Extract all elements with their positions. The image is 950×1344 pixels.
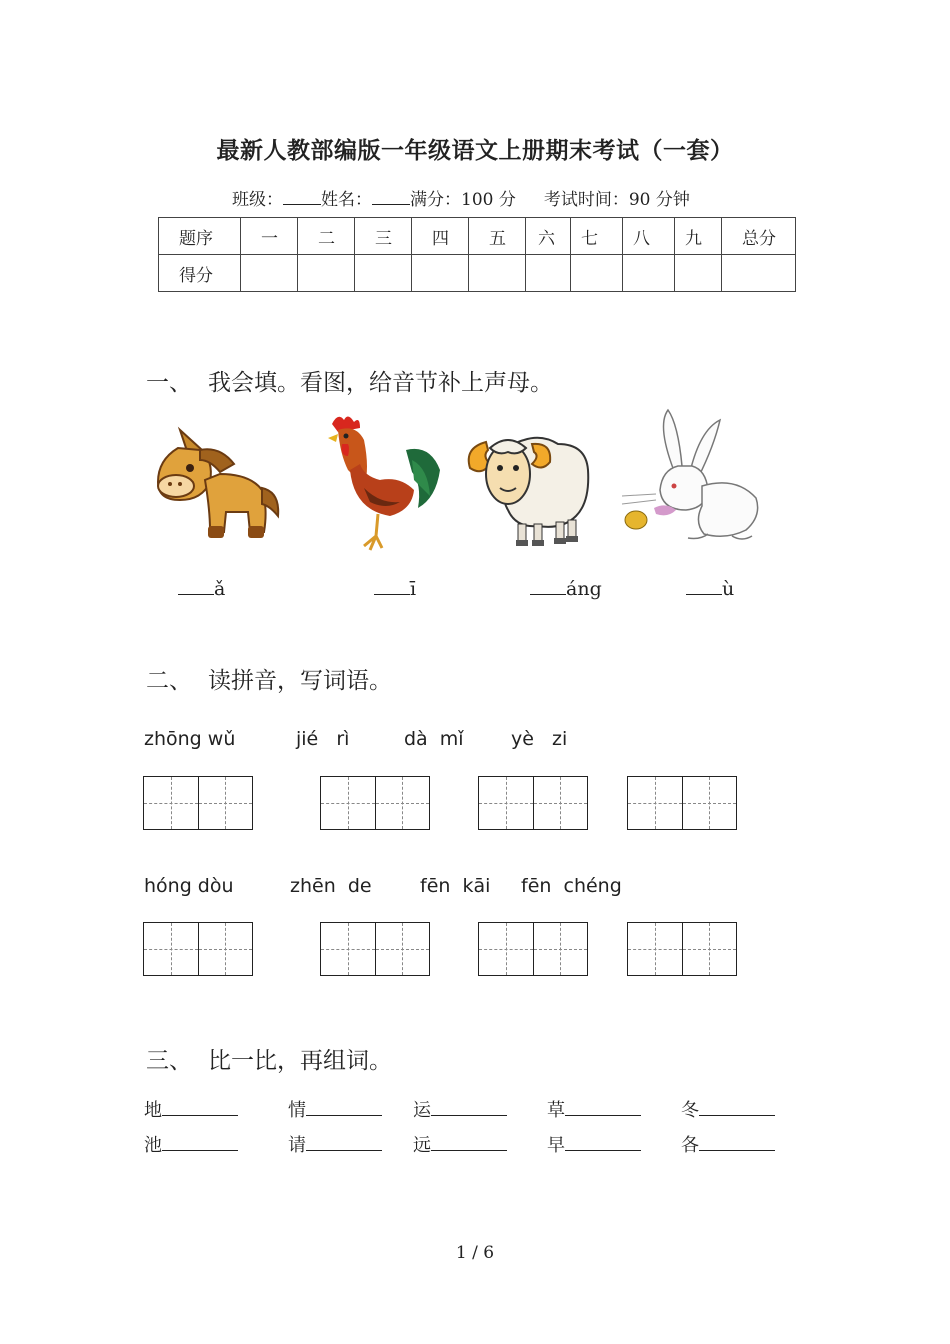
compare-blank[interactable] [162, 1135, 238, 1151]
section2-number: 二、 [146, 668, 192, 694]
compare-word [144, 1131, 238, 1157]
section1-title: 我会填。看图，给音节补上声母。 [208, 370, 553, 396]
page-title: 最新人教部编版一年级语文上册期末考试（一套） [216, 137, 734, 164]
compare-word [681, 1131, 775, 1157]
rabbit-image [616, 406, 766, 546]
pinyin-label: fēn kāi [420, 875, 491, 897]
section1-number: 一、 [146, 370, 192, 396]
answer-rooster [374, 578, 416, 600]
rooster-image [320, 410, 444, 552]
writing-grid[interactable] [143, 776, 253, 830]
score-cell[interactable] [526, 255, 571, 292]
section3-title: 比一比，再组词。 [208, 1048, 392, 1074]
compare-char: 情 [288, 1100, 306, 1121]
writing-grid[interactable] [143, 922, 253, 976]
name-label: 姓名： [321, 190, 372, 210]
pinyin-label: yè zi [511, 728, 568, 750]
compare-char: 各 [681, 1135, 699, 1156]
pinyin-label: jié rì [296, 728, 350, 750]
writing-grid[interactable] [478, 776, 588, 830]
compare-blank[interactable] [162, 1100, 238, 1116]
score-header-row [159, 218, 796, 255]
score-cell[interactable] [623, 255, 675, 292]
answer-blank[interactable] [530, 578, 566, 595]
section3-heading [146, 1042, 392, 1075]
sheep-image [462, 424, 592, 552]
writing-grid[interactable] [627, 922, 737, 976]
full-score: 满分：100 分 [410, 190, 516, 210]
class-label: 班级： [232, 190, 283, 210]
exam-info [232, 185, 690, 210]
compare-char: 远 [413, 1135, 431, 1156]
score-cell[interactable] [298, 255, 355, 292]
score-header-cell: 一 [241, 218, 298, 255]
score-cell[interactable] [675, 255, 722, 292]
score-header-cell: 七 [571, 218, 623, 255]
score-header-cell: 八 [623, 218, 675, 255]
score-value-row [159, 255, 796, 292]
score-header-cell: 二 [298, 218, 355, 255]
writing-grid[interactable] [478, 922, 588, 976]
writing-grid[interactable] [627, 776, 737, 830]
compare-word [288, 1096, 382, 1122]
compare-blank[interactable] [431, 1135, 507, 1151]
class-blank[interactable] [283, 190, 321, 205]
pinyin-label: fēn chéng [521, 875, 622, 897]
compare-char: 冬 [681, 1100, 699, 1121]
answer-final: ī [410, 578, 417, 600]
compare-word [413, 1096, 507, 1122]
answer-blank[interactable] [374, 578, 410, 595]
score-header-cell: 六 [526, 218, 571, 255]
score-header-cell: 总分 [722, 218, 796, 255]
compare-word [288, 1131, 382, 1157]
section2-title: 读拼音，写词语。 [208, 668, 392, 694]
score-cell[interactable] [571, 255, 623, 292]
writing-grid[interactable] [320, 776, 430, 830]
score-header-cell: 题序 [159, 218, 241, 255]
score-row-label: 得分 [159, 255, 241, 292]
answer-sheep [530, 578, 602, 600]
score-cell[interactable] [355, 255, 412, 292]
pinyin-label: dà mǐ [404, 728, 464, 750]
answer-final: ù [722, 578, 735, 600]
section3-number: 三、 [146, 1048, 192, 1074]
exam-time: 考试时间：90 分钟 [543, 190, 690, 210]
compare-char: 请 [288, 1135, 306, 1156]
writing-grid[interactable] [320, 922, 430, 976]
score-cell[interactable] [241, 255, 298, 292]
compare-word [547, 1096, 641, 1122]
compare-char: 池 [144, 1135, 162, 1156]
score-cell[interactable] [412, 255, 469, 292]
compare-blank[interactable] [699, 1135, 775, 1151]
compare-blank[interactable] [565, 1100, 641, 1116]
pinyin-label: zhēn de [290, 875, 372, 897]
score-header-cell: 三 [355, 218, 412, 255]
compare-char: 运 [413, 1100, 431, 1121]
page-number: 1 / 6 [455, 1243, 495, 1263]
score-header-cell: 四 [412, 218, 469, 255]
compare-word [681, 1096, 775, 1122]
score-header-cell: 九 [675, 218, 722, 255]
section2-heading [146, 662, 392, 695]
name-blank[interactable] [372, 190, 410, 205]
score-cell[interactable] [469, 255, 526, 292]
answer-final: áng [566, 578, 602, 600]
answer-blank[interactable] [178, 578, 214, 595]
score-table [158, 217, 796, 292]
compare-blank[interactable] [306, 1135, 382, 1151]
compare-blank[interactable] [306, 1100, 382, 1116]
compare-char: 草 [547, 1100, 565, 1121]
answer-blank[interactable] [686, 578, 722, 595]
score-header-cell: 五 [469, 218, 526, 255]
answer-final: ǎ [214, 578, 226, 600]
compare-char: 早 [547, 1135, 565, 1156]
horse-image [150, 420, 286, 550]
compare-blank[interactable] [699, 1100, 775, 1116]
pinyin-label: zhōng wǔ [144, 728, 236, 750]
answer-horse [178, 578, 225, 600]
answer-rabbit [686, 578, 734, 600]
section1-heading [146, 364, 553, 397]
compare-char: 地 [144, 1100, 162, 1121]
compare-word [413, 1131, 507, 1157]
compare-word [144, 1096, 238, 1122]
pinyin-label: hóng dòu [144, 875, 234, 897]
compare-blank[interactable] [431, 1100, 507, 1116]
compare-word [547, 1131, 641, 1157]
score-cell[interactable] [722, 255, 796, 292]
compare-blank[interactable] [565, 1135, 641, 1151]
